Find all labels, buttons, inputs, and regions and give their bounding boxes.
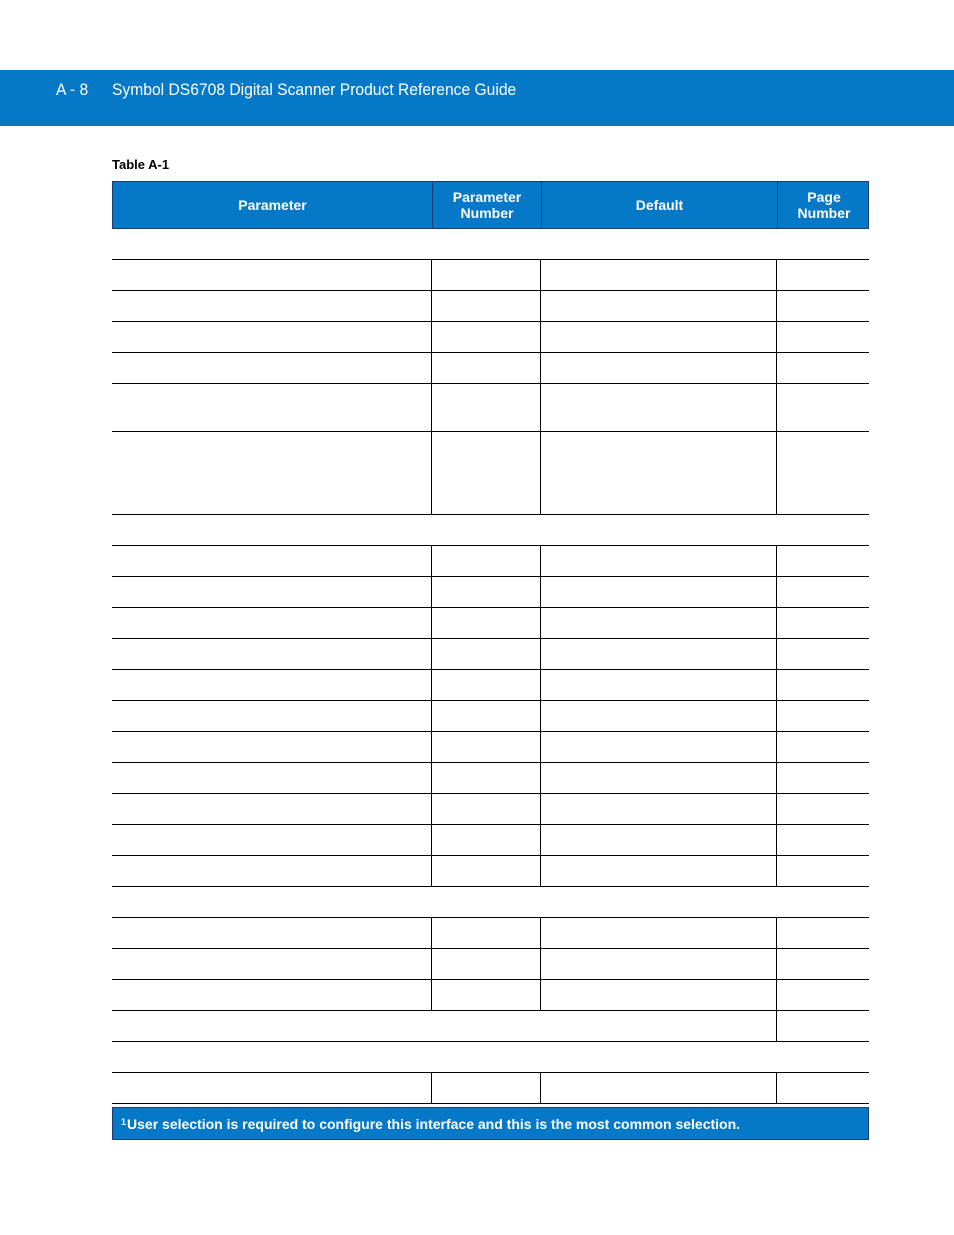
table-row — [112, 291, 869, 322]
column-rule — [431, 577, 432, 607]
column-rule — [776, 794, 777, 824]
table-body — [112, 229, 869, 1104]
column-rule — [540, 1073, 541, 1103]
column-rule — [776, 1073, 777, 1103]
column-rule — [776, 825, 777, 855]
table-row — [112, 949, 869, 980]
table-section-row — [112, 229, 869, 260]
column-rule — [540, 670, 541, 700]
column-rule — [431, 980, 432, 1010]
column-rule — [776, 670, 777, 700]
table-row — [112, 1011, 869, 1042]
column-rule — [431, 291, 432, 321]
column-rule — [540, 639, 541, 669]
column-rule — [431, 1073, 432, 1103]
column-rule — [540, 732, 541, 762]
column-rule — [431, 670, 432, 700]
column-rule — [776, 980, 777, 1010]
column-rule — [776, 763, 777, 793]
table-row — [112, 432, 869, 515]
table-section-row — [112, 887, 869, 918]
table-row — [112, 577, 869, 608]
column-rule — [540, 701, 541, 731]
column-rule — [540, 353, 541, 383]
column-rule — [540, 949, 541, 979]
table-row — [112, 856, 869, 887]
column-rule — [776, 577, 777, 607]
column-header-page-number: Page Number — [797, 189, 851, 221]
column-rule — [431, 322, 432, 352]
table-row — [112, 918, 869, 949]
table-row — [112, 546, 869, 577]
column-rule — [776, 322, 777, 352]
table-row — [112, 639, 869, 670]
column-rule — [540, 546, 541, 576]
column-rule — [776, 732, 777, 762]
column-rule — [431, 546, 432, 576]
column-rule — [431, 353, 432, 383]
table-row — [112, 260, 869, 291]
column-rule — [776, 384, 777, 431]
table-row — [112, 670, 869, 701]
column-rule — [431, 825, 432, 855]
table-footnote — [112, 1107, 869, 1140]
column-header-parameter: Parameter — [238, 197, 307, 213]
footnote-text: User selection is required to configure this interface and this is the most common selection. — [127, 1115, 741, 1132]
table-header — [112, 181, 869, 229]
column-rule — [431, 639, 432, 669]
column-rule — [540, 825, 541, 855]
column-rule — [776, 949, 777, 979]
table-row — [112, 980, 869, 1011]
column-rule — [540, 291, 541, 321]
column-rule — [431, 384, 432, 431]
column-rule — [431, 608, 432, 638]
column-rule — [431, 763, 432, 793]
column-rule — [540, 856, 541, 886]
column-rule — [540, 432, 541, 514]
column-rule — [431, 432, 432, 514]
table-row — [112, 384, 869, 432]
table-section-row — [112, 1042, 869, 1073]
table-row — [112, 353, 869, 384]
column-rule — [431, 856, 432, 886]
table-row — [112, 825, 869, 856]
footnote-marker: 1 — [121, 1116, 127, 1127]
column-header-default: Default — [635, 197, 684, 213]
column-rule — [776, 918, 777, 948]
column-rule — [540, 763, 541, 793]
column-rule — [540, 260, 541, 290]
column-header-parameter-number: Parameter Number — [452, 189, 522, 221]
page-number: A - 8 — [56, 80, 89, 99]
table-row — [112, 763, 869, 794]
column-rule — [431, 260, 432, 290]
table-row — [112, 608, 869, 639]
column-rule — [431, 701, 432, 731]
column-rule — [540, 322, 541, 352]
table-row — [112, 322, 869, 353]
table-section-row — [112, 515, 869, 546]
column-rule — [776, 353, 777, 383]
column-rule — [540, 577, 541, 607]
column-rule — [776, 291, 777, 321]
column-rule — [431, 732, 432, 762]
table-caption: Table A-1 — [112, 157, 170, 172]
column-rule — [776, 701, 777, 731]
column-rule — [776, 639, 777, 669]
column-rule — [776, 856, 777, 886]
column-rule — [540, 918, 541, 948]
column-rule — [540, 794, 541, 824]
table-row — [112, 1073, 869, 1104]
column-rule — [776, 432, 777, 514]
document-title: Symbol DS6708 Digital Scanner Product Reference Guide — [112, 80, 517, 99]
table-row — [112, 732, 869, 763]
column-rule — [431, 949, 432, 979]
column-rule — [776, 1011, 777, 1041]
column-rule — [540, 608, 541, 638]
table-row — [112, 794, 869, 825]
column-rule — [776, 260, 777, 290]
column-rule — [776, 608, 777, 638]
column-rule — [776, 546, 777, 576]
column-rule — [431, 918, 432, 948]
column-rule — [540, 384, 541, 431]
column-rule — [540, 980, 541, 1010]
column-rule — [431, 794, 432, 824]
table-row — [112, 701, 869, 732]
